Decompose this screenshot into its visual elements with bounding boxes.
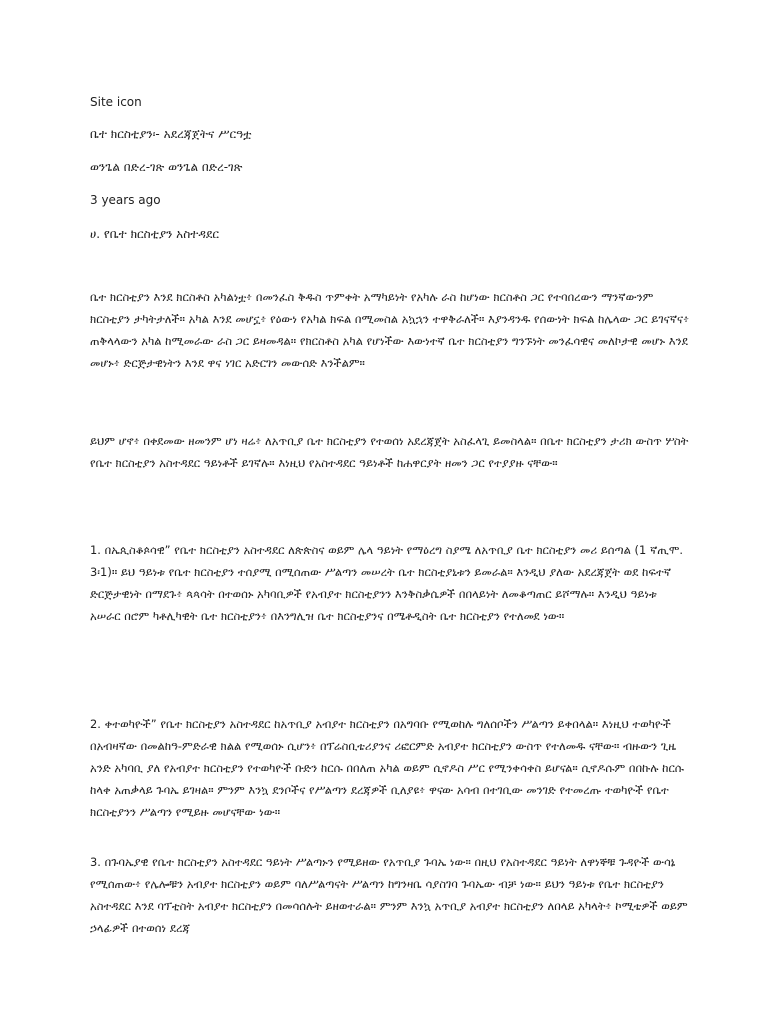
post-title[interactable]: ቤተ ክርስቲያን፡- አደረጃጀትና ሥርዓቷ [90,127,252,141]
paragraph-episcopal: 1. በኤጲስቆጶሳዊ” የቤተ ክርስቲያን አስተዳደር ለጵጵስና ወይም ሌላ ዓይነት የማዕረግ ስያሜ ለአጥቢያ ቤተ ክርስቲያን መሪ ይሰጣል (1 ኛጢሞ. 3፡1)። ይህ ዓይነቱ የቤተ ክርስቲያን ተሰያሚ በሚሰጠው ሥልጣን መሠረት ቤተ ክርስቲያኒቱን ይመራል። እንዲህ ያለው አደረጃጀት ወደ ከፍተኛ ድርጅታዊነት በማደጉ፥ ጳጳሳት በተወሰኑ አካባቢዎች የአብያተ ክርስቲያንን እንቅስቃሴዎች በበላይነት ለመቆጣጠር ይሾማሉ። እንዲህ ዓይነቱ አሠራር በሮም ካቶሊካዊት ቤተ ክርስቲያን፥ በእንግሊዝ ቤተ ክርስቲያንና በሜቶዲስት ቤተ ክርስቲያን የተለመደ ነው። [90,543,683,623]
paragraph-types-overview: ይህም ሆኖ፥ በቀደመው ዘመንም ሆነ ዛሬ፥ ለአጥቢያ ቤተ ክርስቲያን የተወሰነ አደረጃጀት አስፈላጊ ይመስላል። በቤተ ክርስቲያን ታሪክ ውስጥ ሦስት የቤተ ክርስቲያን አስተዳደር ዓይነቶች ይገኛሉ። እነዚህ የአስተዳደር ዓይነቶች ከሐዋርያት ዘመን ጋር የተያያዙ ናቸው። [90,434,689,470]
site-icon[interactable]: Site icon [90,95,142,109]
post-date: 3 years ago [90,193,161,207]
paragraph-representative: 2. ቀተወካዮች” የቤተ ክርስቲያን አስተዳደር ከአጥቢያ አብያተ ክርስቲያን በአግባቡ የሚወከሉ ግለሰቦችን ሥልጣን ይቀበላል። እነዚህ ተወካዮች በአብዛኛው በመልከዓ-ምድራዊ ክልል የሚወሰኑ ሲሆን፥ በፕሬስቢቴሪያንና ሪፎርምድ አብያተ ክርስቲያን ውስጥ የተለመዱ ናቸው። ብዙውን ጊዜ አንድ አካባቢ ያለ የአብያተ ክርስቲያን የተወካዮች ቡድን ከርሱ በበለጠ አካል ወይም ሲኖዶስ ሥር የሚንቀሳቀስ ይሆናል። ሲኖዶሱም በበኩሉ ከርሱ ከላቀ አጠቃላይ ጉባኤ ይገዛል። ምንም እንኳ ደንቦችና የሥልጣን ደረጃዎች ቢለያዩ፥ ዋናው አሳብ በተገቢው መንገድ የተመረጡ ተወካዮች የቤተ ክርስቲያንን ሥልጣን የሚይዙ መሆናቸው ነው። [90,717,684,819]
post-author[interactable]: ወንጌል በድረ-ገጽ ወንጌል በድረ-ገጽ [90,160,243,174]
paragraph-congregational: 3. በጉባኤያዊ የቤተ ክርስቲያን አስተዳደር ዓይነት ሥልጣኑን የሚይዘው የአጥቢያ ጉባኤ ነው። በዚህ የአስተዳደር ዓይነት ለዋነኞቹ ጉዳዮች ውሳኔ የሚሰጠው፥ የሌሎቹን አብያተ ክርስቲያን ወይም ባለሥልጣናት ሥልጣን ከግንዛቤ ሳያስገባ ጉባኤው ብቻ ነው። ይህን ዓይነቱ የቤተ ክርስቲያን አስተዳደር እንደ ባፕቲስት አብያተ ክርስቲያን በመሳሰሉት ይዘወተራል። ምንም እንኳ አጥቢያ አብያተ ክርስቲያን ለበላይ አካላት፥ ኮሚቴዎች ወይም ኃላፊዎች በተወሰነ ደረጃ [90,855,688,935]
section-heading: ሀ. የቤተ ክርስቲያን አስተዳደር [90,227,220,241]
paragraph-intro: ቤተ ክርስቲያን እንደ ክርስቶስ አካልነቷ፥ በመንፈስ ቅዱስ ጥምቀት አማካይነት የአካሉ ራስ ከሆነው ክርስቶስ ጋር የተባበረውን ማንኛውንም ክርስቲያን ታካትታለች። አካል እንደ መሆኗ፥ የዕውነ የአካል ክፍል በሚመስል አኳኋን ተዋቅራለች። እያንዳንዱ የሰውነት ክፍል ከሌላው ጋር ይገናኛና፥ ጠቅላላውን አካል ከሚመራው ራስ ጋር ይዛመዳል። የክርስቶስ አካል የሆነችው እውነተኛ ቤተ ክርስቲያን ግንኙነት መንፈሳዊና መለኮታዊ መሆኑ እንደ መሆኑ፥ ድርጅታዊነትን እንደ ዋና ነገር አድርገን መውሰድ እንችልም። [90,290,690,370]
